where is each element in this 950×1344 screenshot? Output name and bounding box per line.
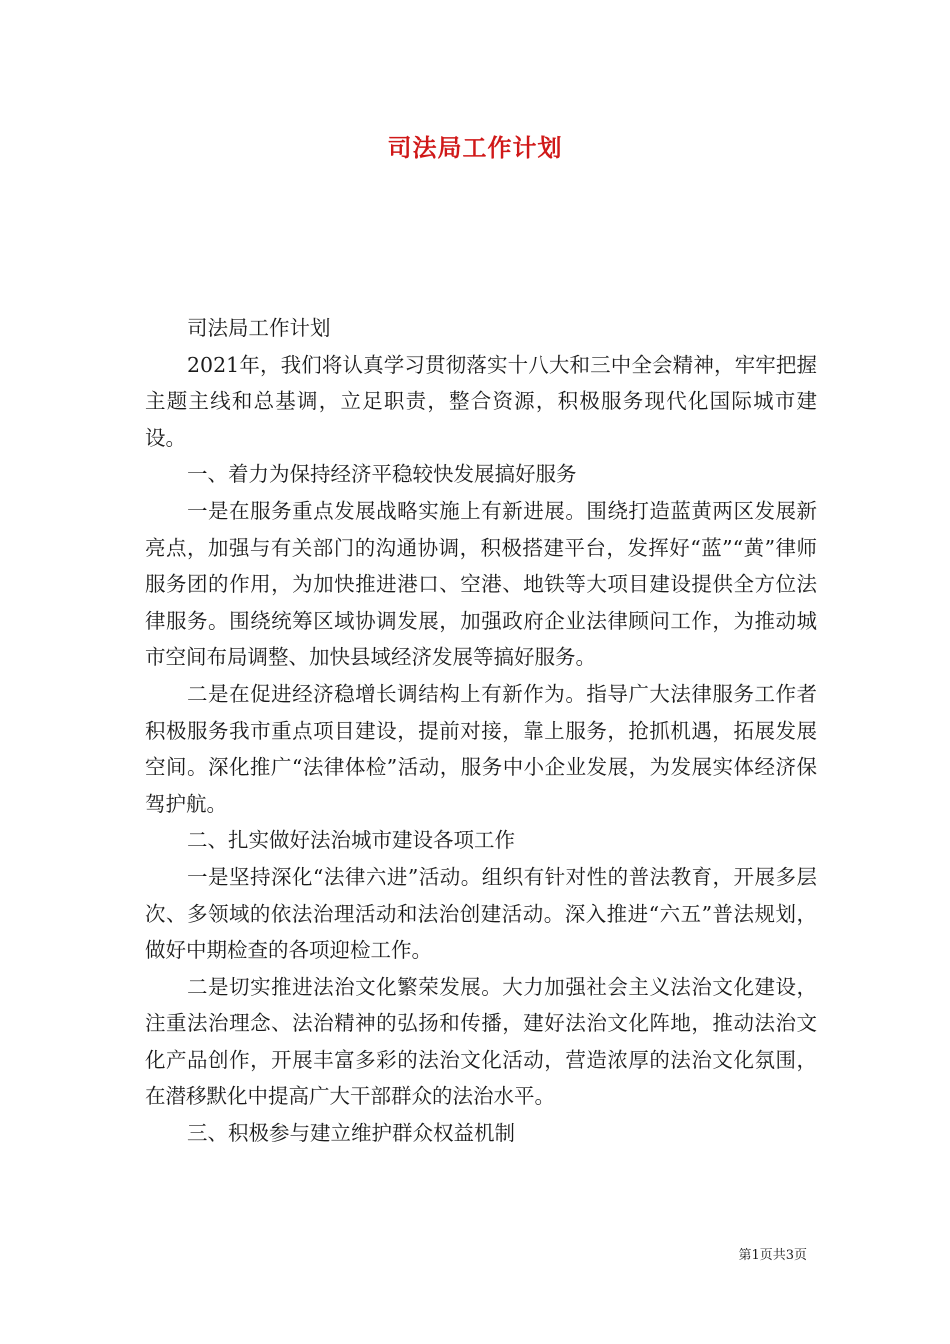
paragraph-2-1: 一是坚持深化“法律六进”活动。组织有针对性的普法教育，开展多层次、多领域的依法治理活动和法治创建活动。深入推进“六五”普法规划，做好中期检查的各项迎检工作。 [145, 864, 817, 963]
paragraph-heading: 司法局工作计划 [187, 316, 331, 340]
paragraph-1-2: 二是在促进经济稳增长调结构上有新作为。指导广大法律服务工作者积极服务我市重点项目建设，提前对接，靠上服务，抢抓机遇，拓展发展空间。深化推广“法律体检”活动，服务中小企业发展，为发展实体经济保驾护航。 [145, 681, 817, 816]
section-heading-3: 三、积极参与建立维护群众权益机制 [187, 1121, 516, 1146]
paragraph-2-2: 二是切实推进法治文化繁荣发展。大力加强社会主义法治文化建设，注重法治理念、法治精神的弘扬和传播，建好法治文化阵地，推动法治文化产品创作，开展丰富多彩的法治文化活动，营造浓厚的法治文化氛围，在潜移默化中提高广大干部群众的法治水平。 [145, 974, 817, 1109]
section-heading-1: 一、着力为保持经济平稳较快发展搞好服务 [187, 462, 577, 487]
document-title: 司法局工作计划 [387, 133, 563, 162]
paragraph-1-1: 一是在服务重点发展战略实施上有新进展。围绕打造蓝黄两区发展新亮点，加强与有关部门的沟通协调，积极搭建平台，发挥好“蓝”“黄”律师服务团的作用，为加快推进港口、空港、地铁等大项目建设提供全方位法律服务。围绕统筹区域协调发展，加强政府企业法律顾问工作，为推动城市空间布局调整、加快县域经济发展等搞好服务。 [145, 498, 817, 670]
page-number: 第1页共3页 [738, 1248, 807, 1263]
document-body [145, 310, 817, 1152]
paragraph-intro: 2021年，我们将认真学习贯彻落实十八大和三中全会精神，牢牢把握主题主线和总基调，立足职责，整合资源，积极服务现代化国际城市建设。 [145, 352, 817, 450]
section-heading-2: 二、扎实做好法治城市建设各项工作 [187, 828, 516, 853]
